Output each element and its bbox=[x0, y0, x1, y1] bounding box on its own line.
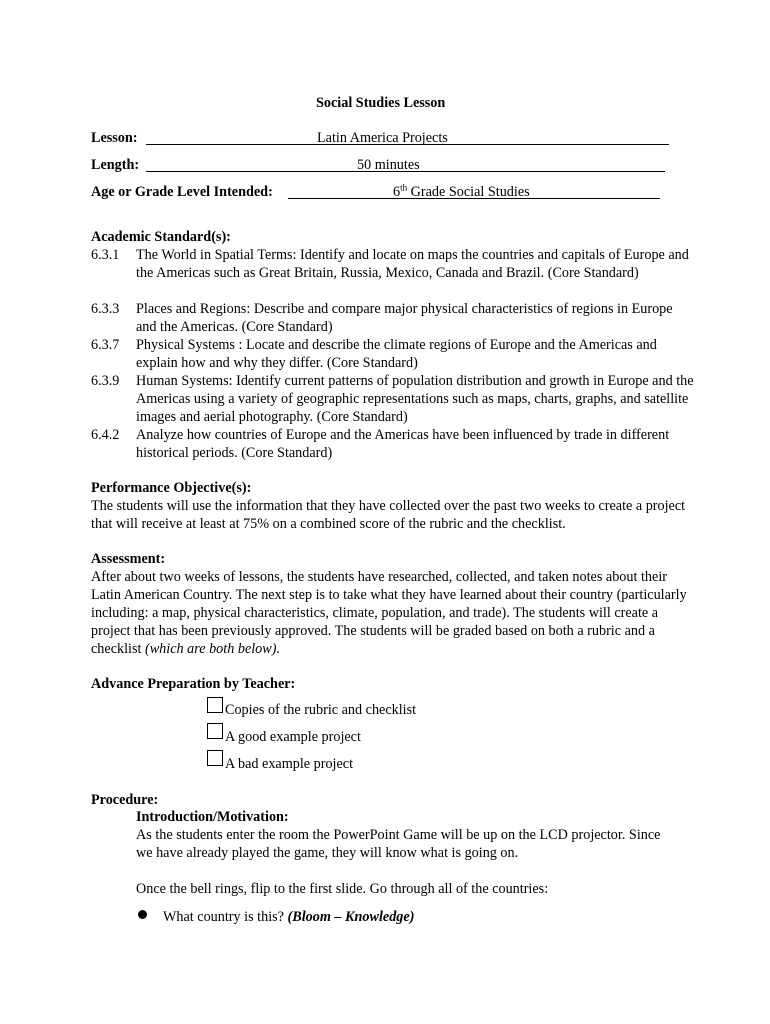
bullet-icon bbox=[138, 910, 147, 919]
assessment-note: (which are both below). bbox=[144, 641, 281, 657]
standard-text: Physical Systems : Locate and describe the climate regions of Europe and the Americas and explain how and why they differ. (Core Standard) bbox=[136, 337, 657, 371]
checkbox[interactable] bbox=[207, 723, 223, 739]
lesson-value: Latin America Projects bbox=[317, 130, 448, 146]
grade-value bbox=[393, 183, 530, 201]
procedure-heading: Procedure: bbox=[91, 792, 159, 808]
advance-item-label: A bad example project bbox=[225, 756, 354, 772]
standard-text: The World in Spatial Terms: Identify and locate on maps the countries and capitals of Europe and the Americas such as Great Britain, Russia, Mexico, Canada and Brazil. (Core Standard) bbox=[136, 247, 689, 281]
assessment-heading: Assessment: bbox=[91, 551, 166, 567]
standard-text: Places and Regions: Describe and compare major physical characteristics of regions in Europe and the Americas. (Core Standard) bbox=[136, 301, 673, 335]
standard-number: 6.3.9 bbox=[91, 373, 120, 389]
standard-item bbox=[91, 426, 711, 462]
standard-number: 6.4.2 bbox=[91, 427, 120, 443]
length-value: 50 minutes bbox=[357, 157, 420, 173]
bullet-item bbox=[163, 908, 414, 926]
grade-field bbox=[288, 183, 660, 201]
checkbox[interactable] bbox=[207, 697, 223, 713]
standard-item bbox=[91, 300, 711, 336]
length-label: Length: bbox=[91, 157, 140, 173]
advance-heading: Advance Preparation by Teacher: bbox=[91, 676, 296, 692]
assessment-body: After about two weeks of lessons, the students have researched, collected, and taken notes about their Latin American Country. The next step is to take what they have learned about their country (particularly including: a map, physical characteristics, climate, population, and trade). The students will create a project that has been previously approved. The students will be graded based on both a rubric and a checklist bbox=[91, 569, 687, 657]
standard-number: 6.3.7 bbox=[91, 337, 120, 353]
bullet-text: What country is this? bbox=[163, 909, 288, 925]
bullet-bloom: (Bloom – Knowledge) bbox=[287, 909, 415, 925]
procedure-subheading: Introduction/Motivation: bbox=[136, 809, 289, 825]
standards-heading: Academic Standard(s): bbox=[91, 229, 231, 245]
performance-text: The students will use the information that they have collected over the past two weeks to create a project that will receive at least at 75% on a combined score of the rubric and the checklist. bbox=[91, 498, 686, 532]
advance-item-label: A good example project bbox=[225, 729, 361, 745]
standard-number: 6.3.1 bbox=[91, 247, 120, 263]
assessment-text bbox=[91, 568, 693, 658]
advance-item-label: Copies of the rubric and checklist bbox=[225, 702, 417, 718]
standard-item bbox=[91, 336, 711, 372]
standard-number: 6.3.3 bbox=[91, 301, 120, 317]
length-field bbox=[146, 156, 665, 174]
standard-item bbox=[91, 246, 711, 300]
lesson-field bbox=[146, 129, 669, 147]
grade-suffix: th bbox=[400, 182, 408, 193]
performance-heading: Performance Objective(s): bbox=[91, 480, 252, 496]
checkbox[interactable] bbox=[207, 750, 223, 766]
standard-text: Human Systems: Identify current patterns of population distribution and growth in Europe and the Americas using a variety of geographic representations such as maps, charts, graphs, and satellite images and aerial photography. (Core Standard) bbox=[136, 373, 694, 425]
page-title: Social Studies Lesson bbox=[316, 95, 446, 111]
standard-text: Analyze how countries of Europe and the Americas have been influenced by trade in different historical periods. (Core Standard) bbox=[136, 427, 670, 461]
procedure-intro: As the students enter the room the PowerPoint Game will be up on the LCD projector. Since we have already played the game, they will know what is going on. bbox=[136, 827, 661, 861]
grade-label: Age or Grade Level Intended: bbox=[91, 184, 273, 200]
procedure-bell-text: Once the bell rings, flip to the first slide. Go through all of the countries: bbox=[136, 881, 549, 897]
lesson-label: Lesson: bbox=[91, 130, 138, 146]
grade-rest: Grade Social Studies bbox=[407, 184, 530, 200]
grade-number: 6 bbox=[393, 184, 401, 200]
standard-item bbox=[91, 372, 711, 426]
